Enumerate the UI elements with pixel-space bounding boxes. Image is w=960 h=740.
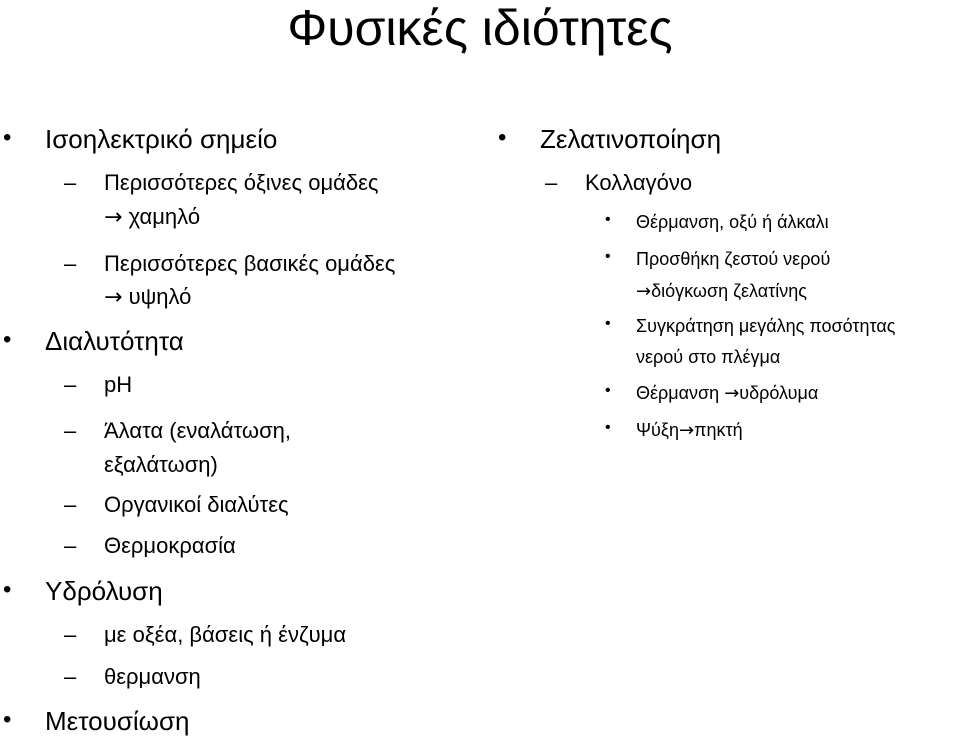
bullet-icon: • — [605, 419, 611, 436]
bullet-isoelectric-point — [3, 124, 278, 154]
arrow-right-icon: → — [724, 383, 740, 404]
sub-sub-item-retention — [605, 315, 896, 336]
dash-icon: – — [64, 492, 77, 517]
bullet-icon: • — [3, 326, 12, 353]
arrow-right-icon: → — [636, 281, 652, 302]
bullet-icon: • — [605, 382, 611, 399]
dash-icon: – — [64, 664, 77, 689]
collagen-label: Κολλαγόνο — [585, 170, 693, 195]
dash-icon: – — [64, 251, 77, 276]
solubility-label: Διαλυτότητα — [45, 326, 184, 356]
sub-sub-item-hot-water — [605, 248, 831, 269]
sub-item-basic-groups — [64, 251, 396, 276]
dash-icon: – — [64, 372, 77, 397]
bullet-icon: • — [605, 315, 611, 332]
sub-sub-item-heating-hydrolysate — [605, 382, 819, 404]
dash-icon: – — [64, 170, 77, 195]
sub-item-temperature — [64, 533, 236, 558]
heating-acid-label: Θέρμανση, οξύ ή άλκαλι — [636, 212, 829, 232]
gel-label: πηκτή — [694, 420, 743, 440]
acidic-result-label: χαμηλό — [128, 204, 201, 229]
bullet-denaturation — [3, 706, 190, 736]
gelatinization-label: Ζελατινοποίηση — [540, 124, 722, 154]
sub-item-basic-result — [104, 286, 191, 309]
bullet-icon: • — [3, 124, 12, 151]
heating-label: θερμανση — [104, 664, 201, 689]
heating-label: Θέρμανση — [636, 383, 720, 403]
sub-item-hydrolysis-agents — [64, 622, 347, 647]
sub-item-acidic-groups — [64, 170, 379, 195]
sub-sub-item-retention-continued — [636, 348, 780, 366]
salts-label-line1: Άλατα (εναλάτωση, — [104, 418, 291, 443]
retention-label-line1: Συγκράτηση μεγάλης ποσότητας — [636, 316, 896, 336]
isoelectric-label: Ισοηλεκτρικό σημείο — [45, 124, 278, 154]
sub-item-heating — [64, 664, 201, 689]
sub-item-collagen — [545, 170, 693, 195]
organic-solvents-label: Οργανικοί διαλύτες — [104, 492, 289, 517]
basic-result-label: υψηλό — [128, 284, 192, 309]
bullet-icon: • — [498, 124, 507, 151]
bullet-icon: • — [3, 576, 12, 603]
dash-icon: – — [64, 533, 77, 558]
basic-groups-label: Περισσότερες βασικές ομάδες — [104, 251, 396, 276]
bullet-icon: • — [3, 706, 12, 733]
cooling-label: Ψύξη — [636, 420, 679, 440]
bullet-gelatinization — [498, 124, 722, 154]
bullet-icon: • — [605, 211, 611, 228]
sub-item-acidic-result — [104, 206, 200, 229]
bullet-icon: • — [605, 248, 611, 265]
bullet-hydrolysis — [3, 576, 163, 606]
page-title: Φυσικές ιδιότητες — [287, 0, 673, 56]
sub-item-salts — [64, 418, 291, 443]
swelling-label: διόγκωση ζελατίνης — [651, 281, 807, 301]
dash-icon: – — [545, 170, 558, 195]
ph-label: pH — [104, 372, 133, 397]
arrow-right-icon: → — [678, 420, 695, 441]
retention-label-line2: νερού στο πλέγμα — [636, 347, 781, 367]
arrow-right-icon: → — [104, 285, 123, 310]
salts-label-line2: εξαλάτωση) — [104, 452, 218, 477]
sub-item-organic-solvents — [64, 492, 289, 517]
sub-sub-item-heating-acid — [605, 211, 829, 232]
dash-icon: – — [64, 418, 77, 443]
temperature-label: Θερμοκρασία — [104, 533, 236, 558]
bullet-solubility — [3, 326, 184, 356]
hydrolysis-agents-label: με οξέα, βάσεις ή ένζυμα — [104, 622, 347, 647]
hydrolysis-label: Υδρόλυση — [45, 576, 163, 606]
sub-item-salts-continued — [104, 454, 218, 476]
arrow-right-icon: → — [104, 205, 123, 230]
acidic-groups-label: Περισσότερες όξινες ομάδες — [104, 170, 379, 195]
hot-water-label: Προσθήκη ζεστού νερού — [636, 249, 831, 269]
sub-item-ph — [64, 372, 133, 397]
denaturation-label: Μετουσίωση — [45, 706, 190, 736]
sub-sub-item-cooling-gel — [605, 419, 743, 441]
dash-icon: – — [64, 622, 77, 647]
hydrolysate-label: υδρόλυμα — [739, 383, 819, 403]
sub-sub-item-swelling — [636, 282, 807, 301]
